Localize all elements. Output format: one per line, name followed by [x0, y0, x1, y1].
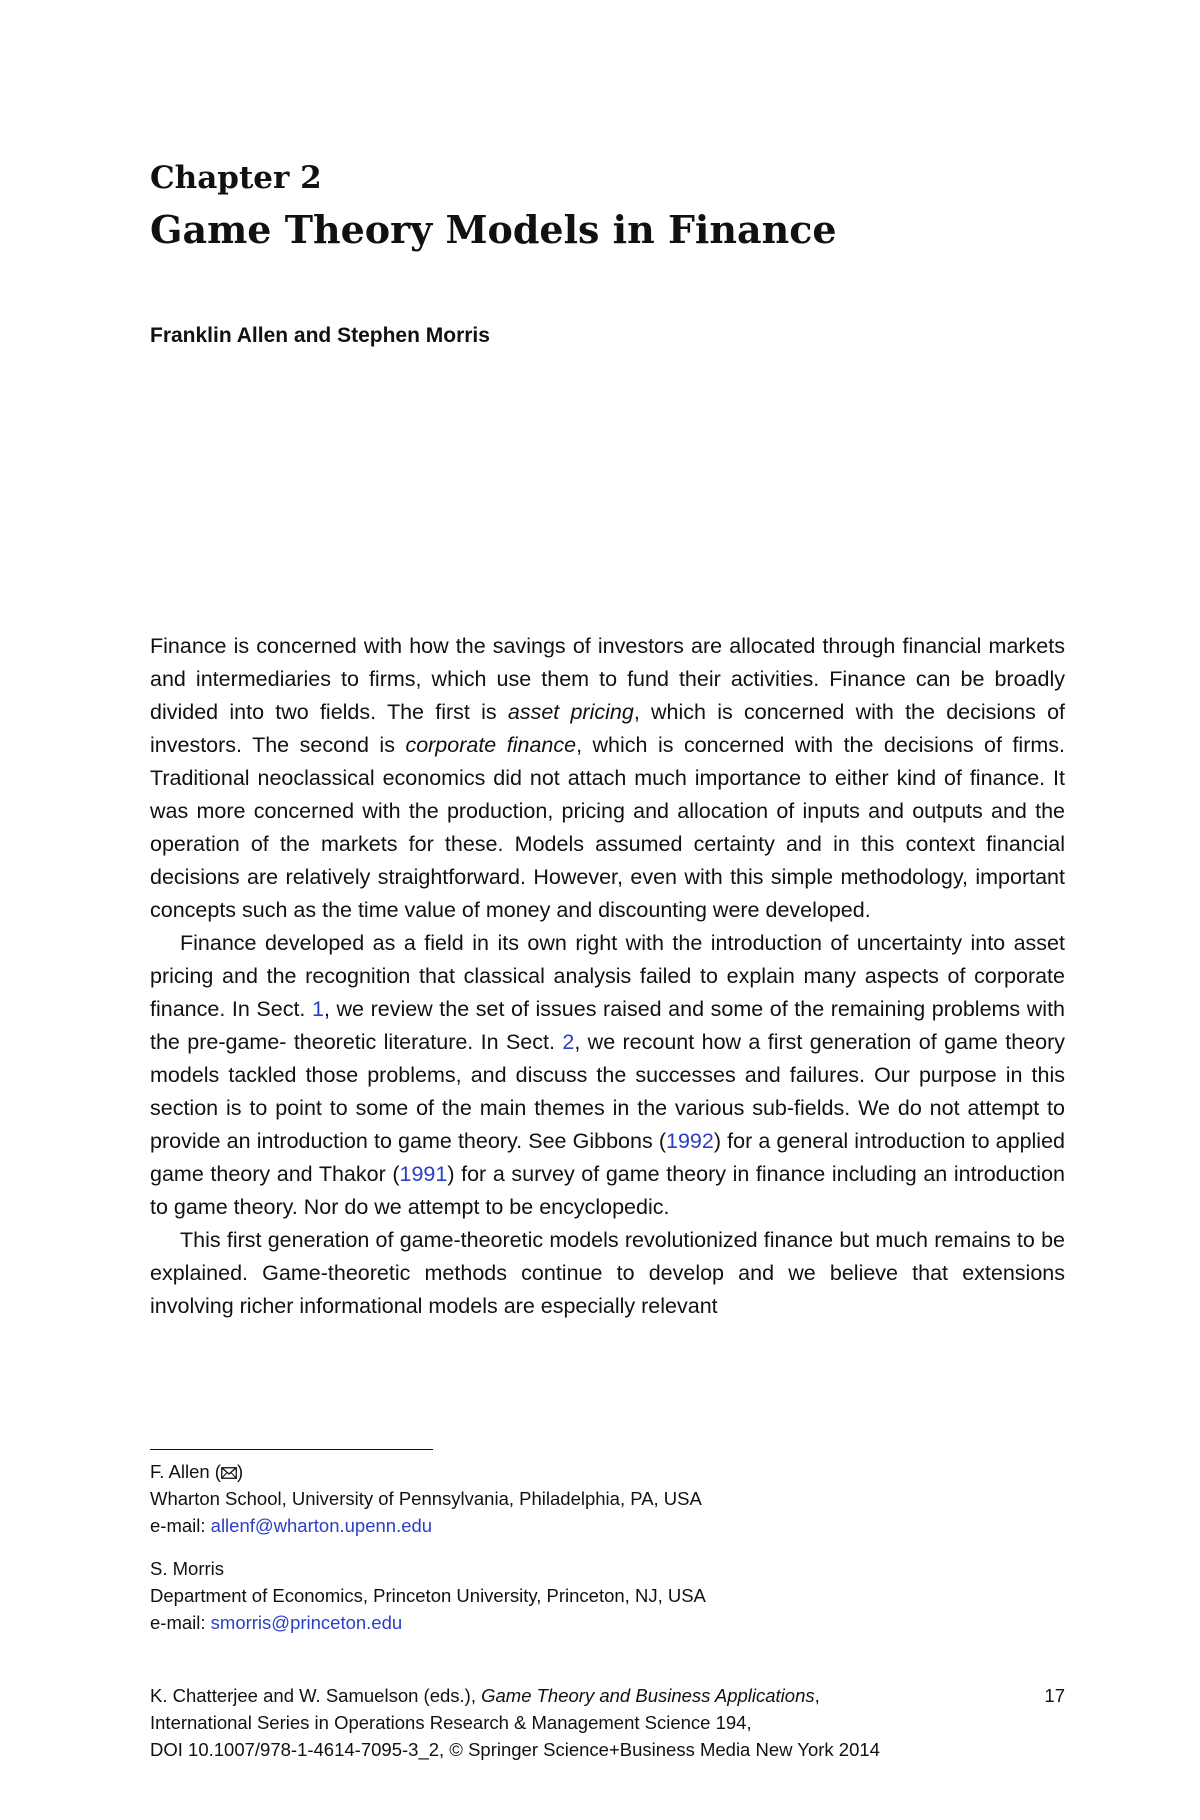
citation-gibbons-link[interactable]: 1992	[666, 1129, 714, 1153]
section-1-link[interactable]: 1	[311, 997, 324, 1021]
chapter-title: Game Theory Models in Finance	[150, 207, 837, 252]
email-line: e-mail: smorris@princeton.edu	[150, 1612, 403, 1633]
email-link-morris[interactable]: smorris@princeton.edu	[210, 1612, 403, 1633]
email-link-allen[interactable]: allenf@wharton.upenn.edu	[210, 1515, 433, 1536]
author-name-line: F. Allen ( )	[150, 1461, 244, 1482]
page-number: 17	[1044, 1685, 1065, 1706]
citation-thakor-link[interactable]: 1991	[399, 1162, 448, 1186]
footer-line-1: K. Chatterjee and W. Samuelson (eds.), Game Theory and Business Applications,	[150, 1685, 820, 1706]
envelope-icon	[221, 1467, 237, 1479]
footer-line-3: DOI 10.1007/978-1-4614-7095-3_2, © Springer Science+Business Media New York 2014	[150, 1739, 880, 1760]
footer-line-2: International Series in Operations Research & Management Science 194,	[150, 1712, 752, 1733]
affiliation-allen	[150, 1458, 1065, 1539]
author-name-line: S. Morris	[150, 1558, 224, 1579]
authors: Franklin Allen and Stephen Morris	[150, 324, 490, 347]
email-line: e-mail: allenf@wharton.upenn.edu	[150, 1515, 433, 1536]
institution: Wharton School, University of Pennsylvania, Philadelphia, PA, USA	[150, 1488, 702, 1509]
paragraph-1: Finance is concerned with how the savings of investors are allocated through financial markets and intermediaries to firms, which use them to fund their activities. Finance can be broadly divided into two fields. The first is asset pricing, which is concerned with the decisions of investors. The second is corporate finance, which is concerned with the decisions of firms. Traditional neoclassical economics did not attach much importance to either kind of finance. It was more concerned with the production, pricing and allocation of inputs and outputs and the operation of the markets for these. Models assumed certainty and in this context financial decisions are relatively straightforward. However, even with this simple methodology, important concepts such as the time value of money and discounting were developed.	[150, 634, 1065, 922]
paragraph-2: Finance developed as a field in its own right with the introduction of uncertainty into asset pricing and the recognition that classical analysis failed to explain many aspects of corporate finance. In Sect. 1, we review the set of issues raised and some of the remaining problems with the pre-game- theoretic literature. In Sect. 2, we recount how a first generation of game theory models tackled those problems, and discuss the successes and failures. Our purpose in this section is to point to some of the main themes in the various sub-fields. We do not attempt to provide an introduction to game theory. See Gibbons (1992) for a general introduction to applied game theory and Thakor (1991) for a survey of game theory in finance including an introduction to game theory. Nor do we attempt to be encyclopedic.	[150, 931, 1066, 1219]
footnote-rule	[150, 1449, 433, 1450]
paragraph-3: This first generation of game-theoretic models revolutionized finance but much remains to be explained. Game-theoretic methods continue to develop and we believe that extensions involving richer informational models are especially relevant	[150, 1228, 1065, 1318]
chapter-label: Chapter 2	[150, 160, 322, 196]
term-asset-pricing: asset pricing	[507, 700, 634, 724]
affiliation-morris	[150, 1555, 1065, 1636]
affiliations	[150, 1458, 1065, 1636]
book-title: Game Theory and Business Applications	[481, 1685, 815, 1706]
section-2-link[interactable]: 2	[562, 1030, 575, 1054]
citation-footer	[150, 1682, 1065, 1763]
institution: Department of Economics, Princeton University, Princeton, NJ, USA	[150, 1585, 706, 1606]
body-text	[150, 630, 1065, 1323]
term-corporate-finance: corporate finance	[405, 733, 577, 757]
